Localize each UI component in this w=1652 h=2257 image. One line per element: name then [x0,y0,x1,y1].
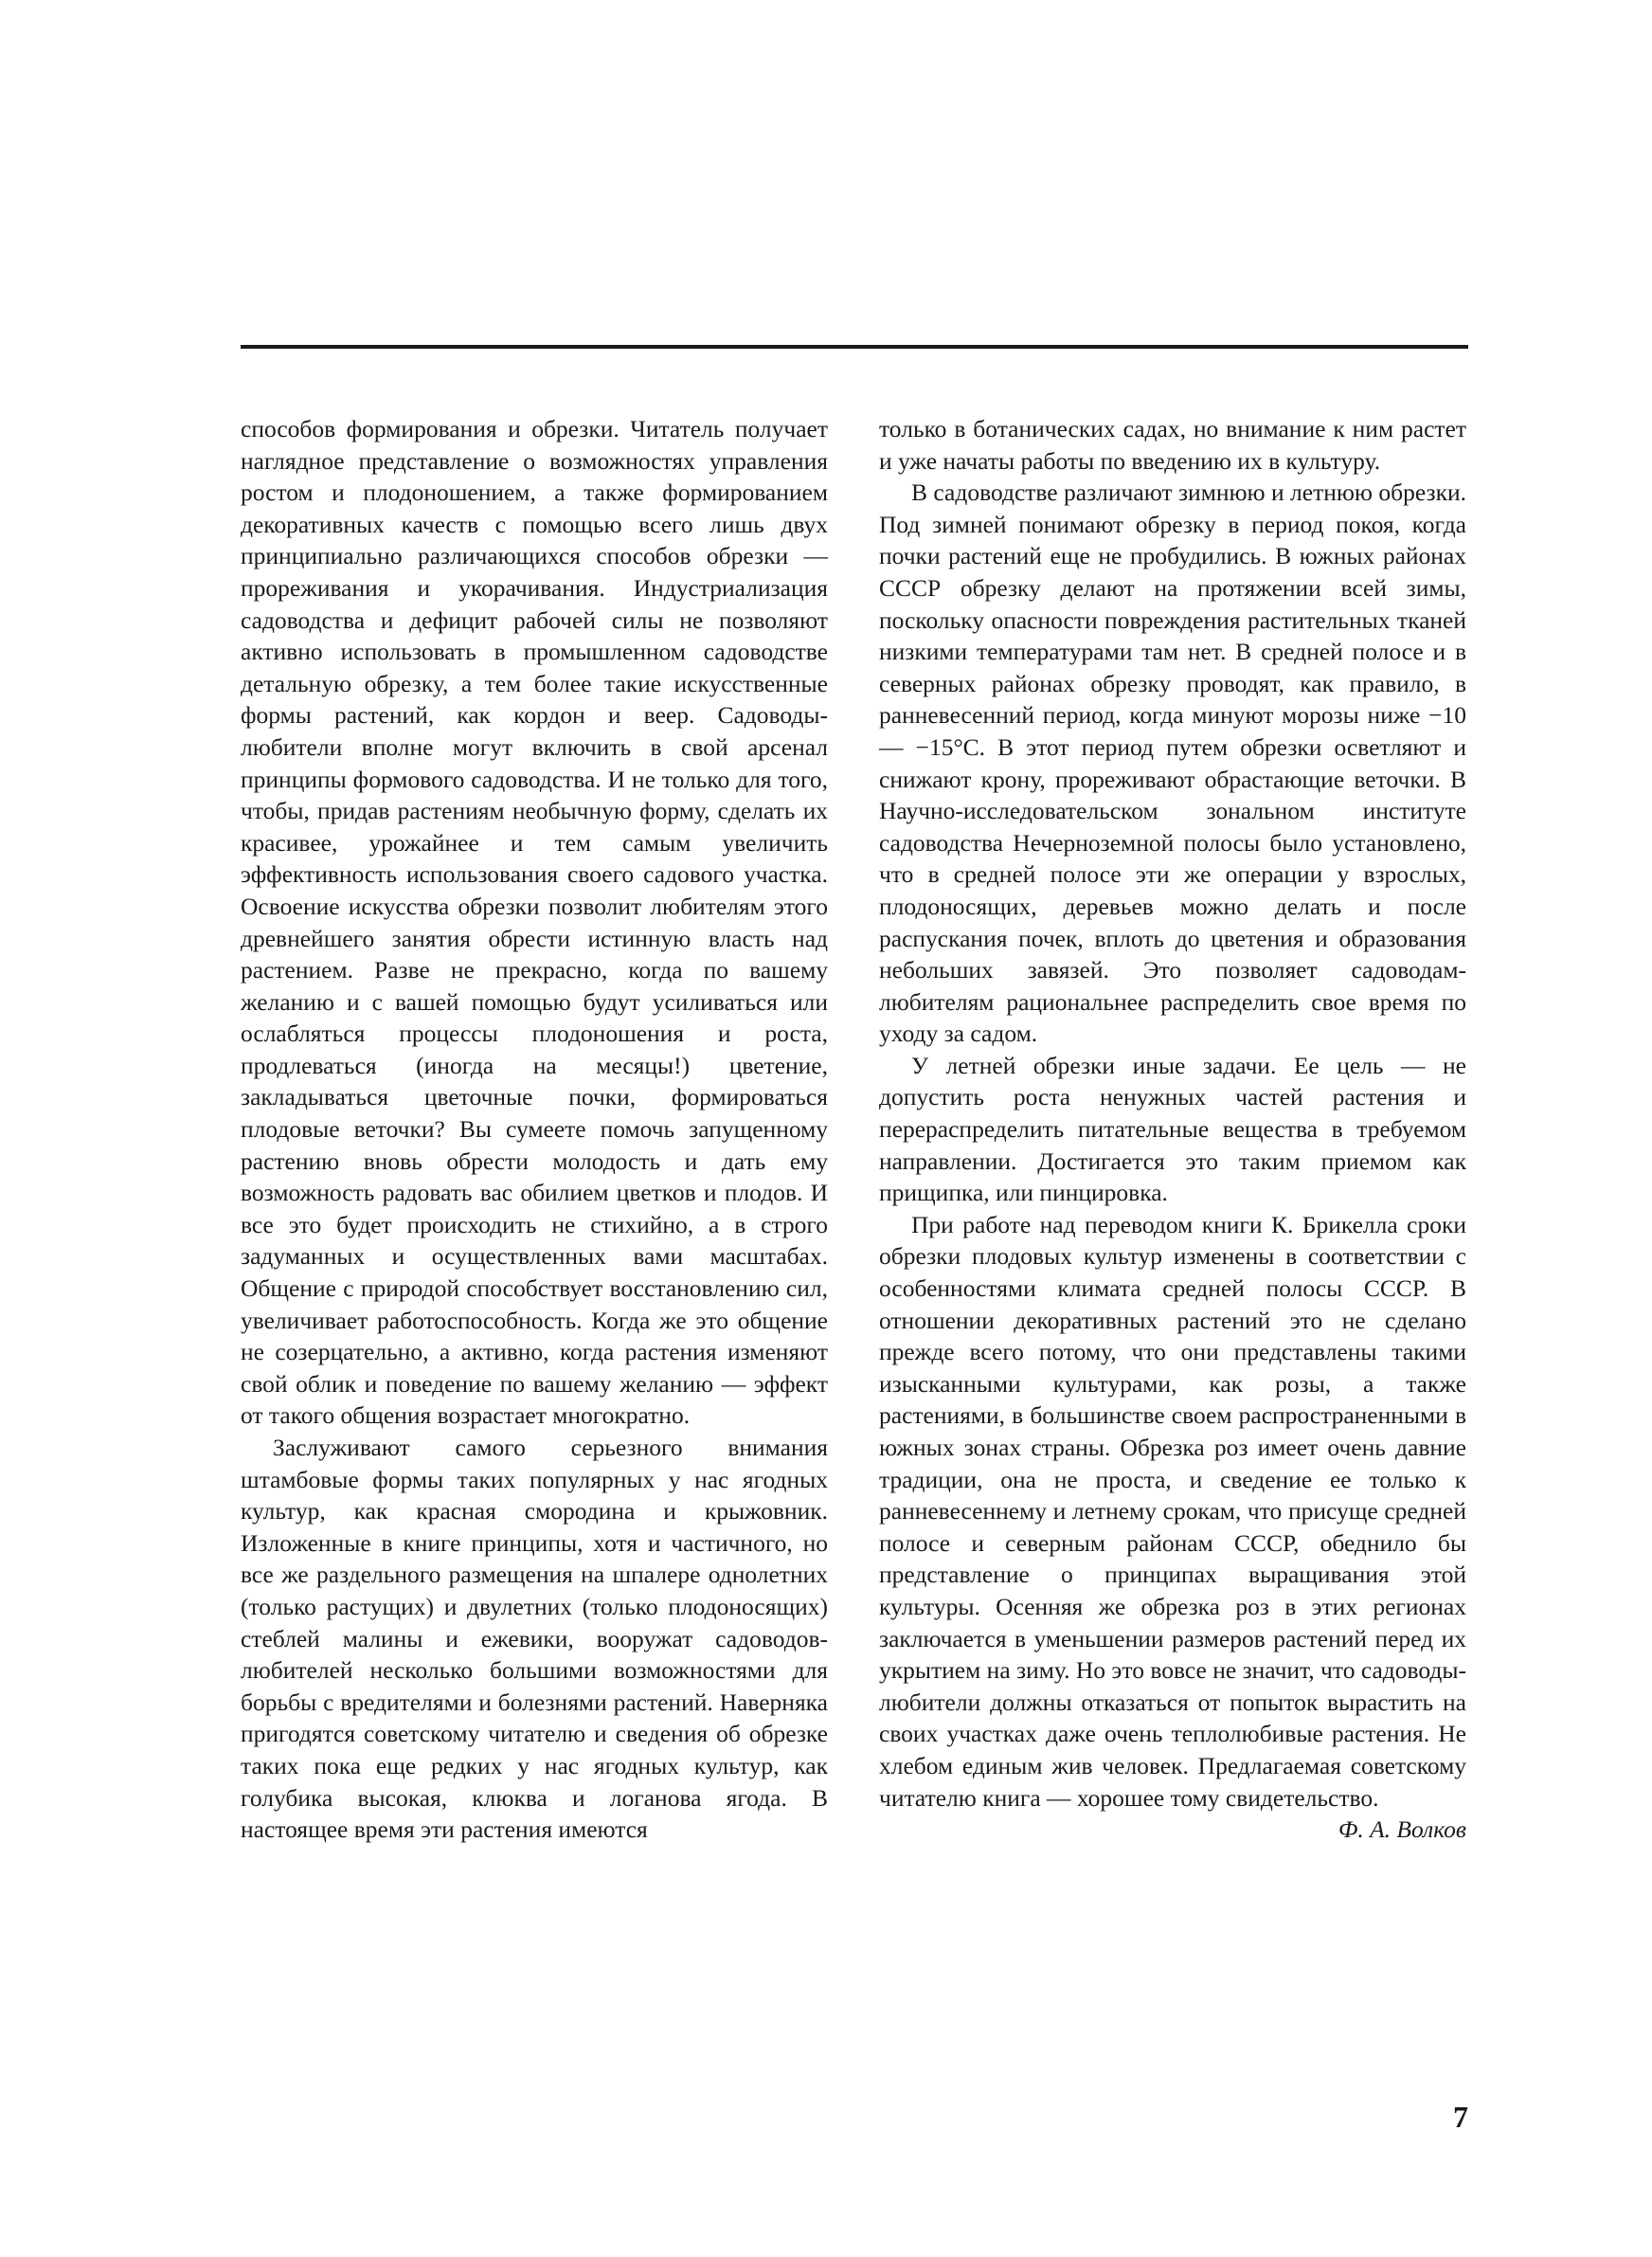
paragraph: При работе над переводом книги К. Брикелла сроки обрезки плодовых культур изменены в соответствии с особенностями климата средней полосы СССР. В отношении декоративных растений это не сделано прежде всего потому, что они представлены такими изысканными культурами, как розы, а также растениями, в большинстве своем распространенными в южных зонах страны. Обрезка роз имеет очень давние традиции, она не проста, и сведение ее только к ранневесеннему и летнему срокам, что присуще средней полосе и северным районам СССР, обеднило бы представление о принципах выращивания этой культуры. Осенняя же обрезка роз в этих регионах заключается в уменьшении размеров растений перед их укрытием на зиму. Но это вовсе не значит, что садоводы-любители должны отказаться от попыток вырастить на своих участках даже очень теплолюбивые растения. Не хлебом единым жив человек. Предлагаемая советскому читателю книга — хорошее тому свидетельство. [879,1210,1466,1812]
right-column [879,413,1466,1846]
paragraph: Заслуживают самого серьезного внимания штамбовые формы таких популярных у нас ягодных культур, как красная смородина и крыжовник. Изложенные в книге принципы, хотя и частичного, но все же раздельного размещения на шпалере однолетних (только растущих) и двулетних (только плодоносящих) стеблей малины и ежевики, вооружат садоводов-любителей несколько большими возможностями для борьбы с вредителями и болезнями растений. Наверняка пригодятся советскому читателю и сведения об обрезке таких пока еще редких у нас ягодных культур, как голубика высокая, клюква и логанова ягода. В настоящее время эти растения имеются [241,1434,828,1844]
left-column [241,413,828,1846]
paragraph: В садоводстве различают зимнюю и летнюю обрезки. Под зимней понимают обрезку в период покоя, когда почки растений еще не пробудились. В южных районах СССР обрезку делают на протяжении всей зимы, поскольку опасности повреждения растительных тканей низкими температурами там нет. В средней полосе и в северных районах обрезку проводят, как правило, в ранневесенний период, когда минуют морозы ниже −10 — −15°С. В этот период путем обрезки осветляют и снижают крону, прореживают обрастающие веточки. В Научно-исследовательском зональном институте садоводства Нечерноземной полосы было установлено, что в средней полосе эти же операции у взрослых, плодоносящих, деревьев можно делать и после распускания почек, вплоть до цветения и образования небольших завязей. Это позволяет садоводам-любителям рациональнее распределить свое время по уходу за садом. [879,478,1466,1048]
page-number: 7 [1453,2100,1468,2134]
top-rule [241,345,1468,349]
paragraph: У летней обрезки иные задачи. Ее цель — не допустить роста ненужных частей растения и перераспределить питательные вещества в требуемом направлении. Достигается это таким приемом как прищипка, или пинцировка. [879,1051,1466,1207]
paragraph: только в ботанических садах, но внимание к ним растет и уже начаты работы по введению их в культуру. [879,415,1466,475]
paragraph: способов формирования и обрезки. Читатель получает наглядное представление о возможностях управления ростом и плодоношением, а также формированием декоративных качеств с помощью всего лишь двух принципиально различающихся способов обрезки — прореживания и укорачивания. Индустриализация садоводства и дефицит рабочей силы не позволяют активно использовать в промышленном садоводстве детальную обрезку, а тем более такие искусственные формы растений, как кордон и веер. Садоводы-любители вполне могут включить в свой арсенал принципы формового садоводства. И не только для того, чтобы, придав растениям необычную форму, сделать их красивее, урожайнее и тем самым увеличить эффективность использования своего садового участка. Освоение искусства обрезки позволит любителям этого древнейшего занятия обрести истинную власть над растением. Разве не прекрасно, когда по вашему желанию и с вашей помощью будут усиливаться или ослабляться процессы плодоношения и роста, продлеваться (иногда на месяцы!) цветение, закладываться цветочные почки, формироваться плодовые веточки? Вы сумеете помочь запущенному растению вновь обрести молодость и дать ему возможность радовать вас обилием цветков и плодов. И все это будет происходить не стихийно, а в строго задуманных и осуществленных вами масштабах. Общение с природой способствует восстановлению сил, увеличивает работоспособность. Когда же это общение не созерцательно, а активно, когда растения изменяют свой облик и поведение по вашему желанию — эффект от такого общения возрастает многократно. [241,415,828,1430]
author-signature: Ф. А. Волков [1338,1815,1466,1844]
